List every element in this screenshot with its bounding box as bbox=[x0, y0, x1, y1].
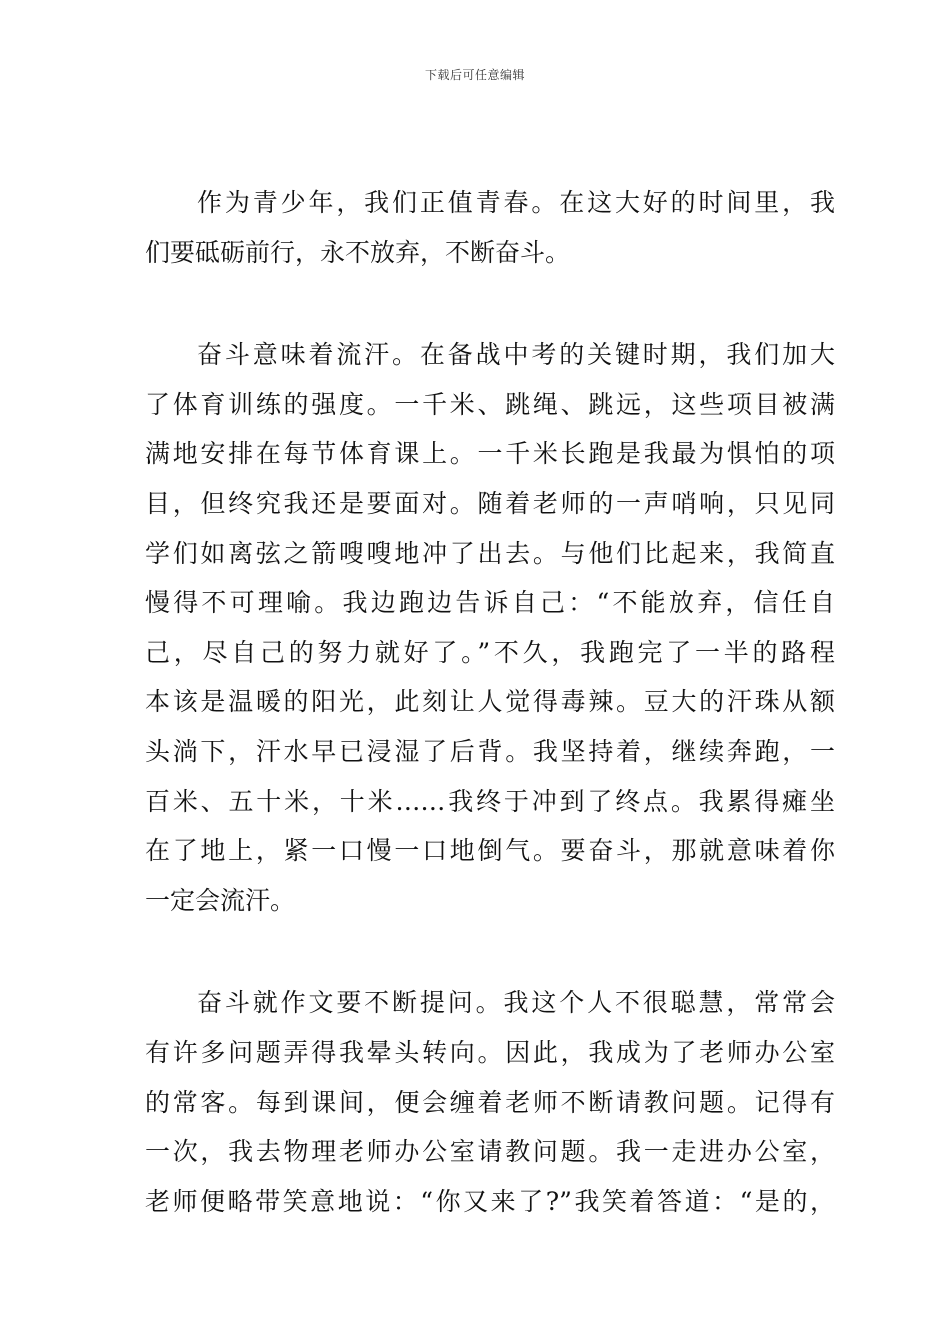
page-header: 下载后可任意编辑 bbox=[424, 68, 525, 82]
paragraph-2 bbox=[145, 330, 835, 925]
text-line: 一次，我去物理老师办公室请教问题。我一走进办公室， bbox=[145, 1137, 835, 1167]
text-line: 一定会流汗。 bbox=[145, 885, 296, 915]
text-line: 奋斗就作文要不断提问。我这个人不很聪慧，常常会 bbox=[197, 988, 835, 1018]
text-line: 头淌下，汗水早已浸湿了后背。我坚持着，继续奔跑，一 bbox=[145, 736, 835, 766]
text-line: 的常客。每到课间，便会缠着老师不断请教问题。记得有 bbox=[145, 1087, 835, 1117]
text-line: 在了地上，紧一口慢一口地倒气。要奋斗，那就意味着你 bbox=[145, 836, 835, 866]
text-line: 们要砥砺前行，永不放弃，不断奋斗。 bbox=[145, 237, 571, 267]
text-line: 满地安排在每节体育课上。一千米长跑是我最为惧怕的项 bbox=[145, 439, 835, 469]
paragraph-1 bbox=[145, 178, 835, 277]
text-line: 本该是温暖的阳光，此刻让人觉得毒辣。豆大的汗珠从额 bbox=[145, 687, 835, 717]
text-line: 百米、五十米，十米……我终于冲到了终点。我累得瘫坐 bbox=[145, 786, 835, 816]
text-line: 己，尽自己的努力就好了。”不久，我跑完了一半的路程 bbox=[145, 637, 835, 667]
text-line: 奋斗意味着流汗。在备战中考的关键时期，我们加大 bbox=[197, 340, 835, 370]
text-line: 学们如离弦之箭嗖嗖地冲了出去。与他们比起来，我简直 bbox=[145, 538, 835, 568]
text-line: 有许多问题弄得我晕头转向。因此，我成为了老师办公室 bbox=[145, 1037, 835, 1067]
document-body bbox=[145, 178, 835, 1279]
text-line: 慢得不可理喻。我边跑边告诉自己：“不能放弃，信任自 bbox=[145, 588, 835, 618]
paragraph-3 bbox=[145, 978, 835, 1226]
text-line: 老师便略带笑意地说：“你又来了?”我笑着答道：“是的， bbox=[145, 1186, 835, 1216]
text-line: 目，但终究我还是要面对。随着老师的一声哨响，只见同 bbox=[145, 488, 835, 518]
text-line: 作为青少年，我们正值青春。在这大好的时间里，我 bbox=[197, 188, 835, 217]
text-line: 了体育训练的强度。一千米、跳绳、跳远，这些项目被满 bbox=[145, 389, 835, 419]
